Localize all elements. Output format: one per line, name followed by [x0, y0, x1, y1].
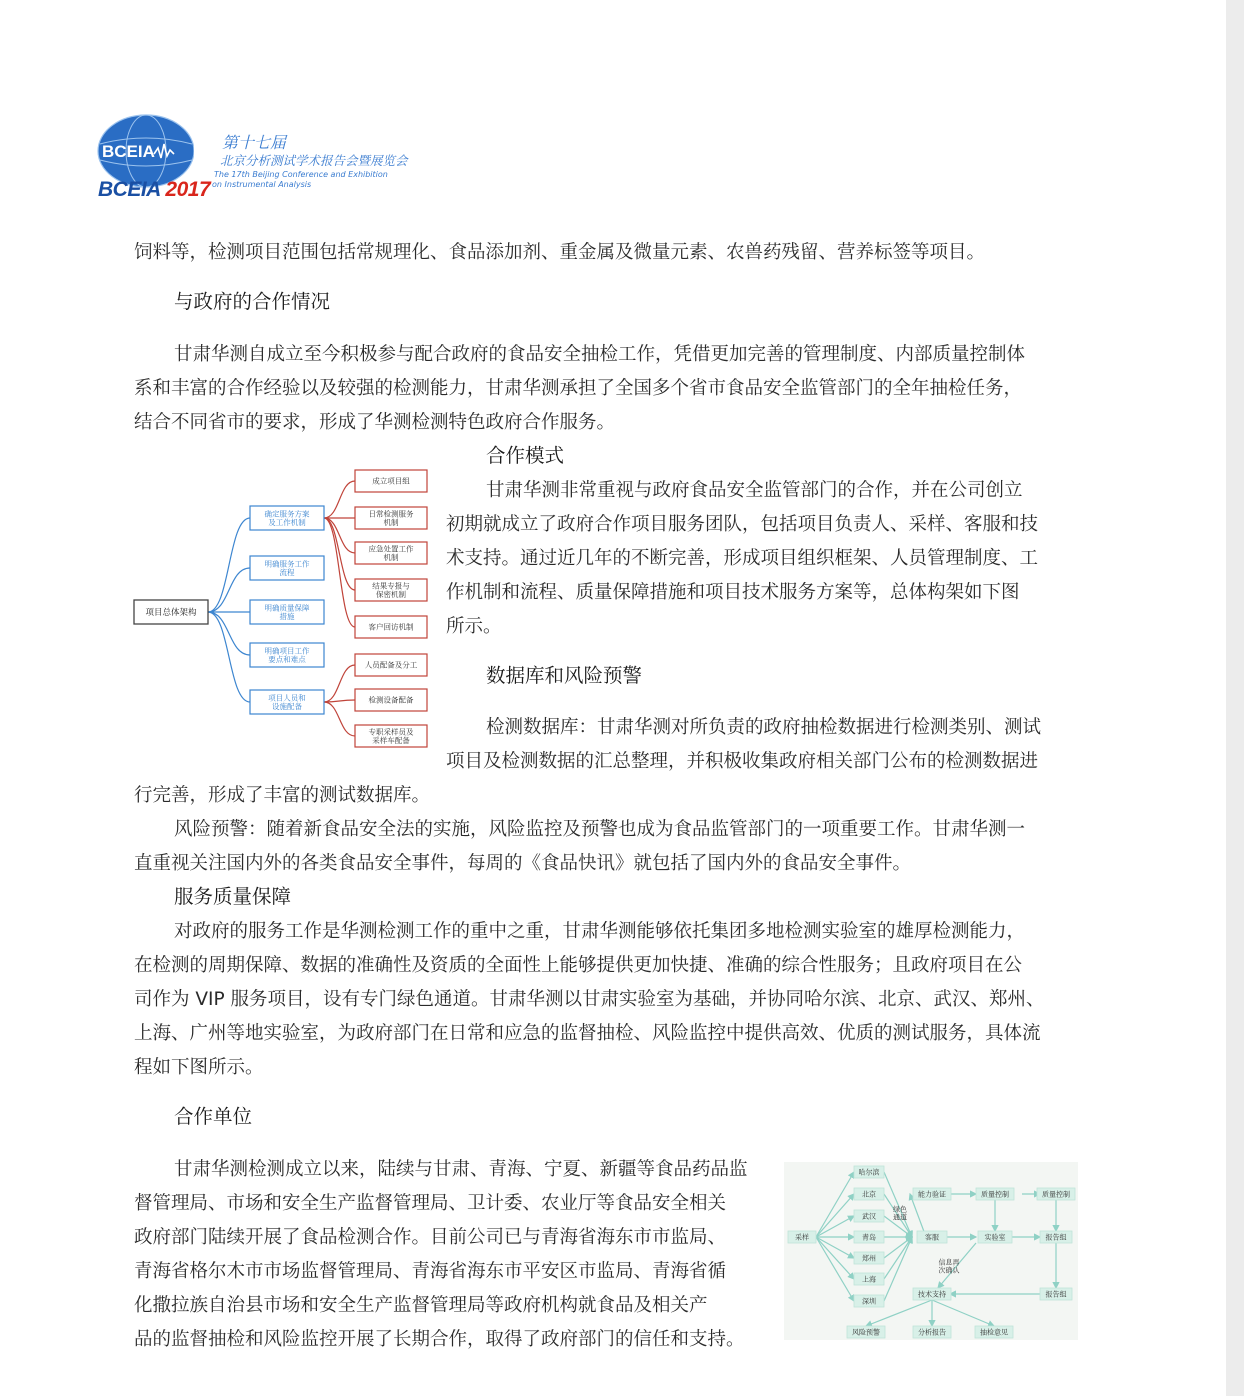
org-connector [324, 665, 355, 702]
flow-node-label: 客服 [925, 1233, 939, 1242]
org-mid-label: 措施 [279, 611, 295, 621]
flow-label: 次确认 [938, 1266, 960, 1275]
flow-node-label: 郑州 [862, 1254, 876, 1263]
org-leaf-label: 检测设备配备 [368, 695, 414, 705]
org-leaf-label: 机制 [383, 517, 399, 527]
paragraph-line: 系和丰富的合作经验以及较强的检测能力，甘肃华测承担了全国多个省市食品安全监管部门的全年抽检任务， [134, 378, 1023, 399]
intro-line: 饲料等，检测项目范围包括常规理化、食品添加剂、重金属及微量元素、农兽药残留、营养标签等项目。 [134, 242, 986, 263]
paragraph-line: 初期就成立了政府合作项目服务团队，包括项目负责人、采样、客服和技 [446, 514, 1039, 535]
heading-gov-coop: 与政府的合作情况 [174, 290, 331, 313]
flow-node-label: 北京 [862, 1190, 876, 1199]
paragraph-line: 检测数据库：甘肃华测对所负责的政府抽检数据进行检测类别、测试 [486, 717, 1042, 738]
org-leaf-label: 保密机制 [376, 589, 406, 599]
org-leaf-label: 成立项目组 [372, 476, 410, 486]
heading-coop-mode: 合作模式 [486, 444, 565, 467]
flow-node-label: 采样 [795, 1233, 809, 1242]
flow-node-label: 抽检意见 [980, 1328, 1008, 1337]
flow-node-label: 报告组 [1045, 1290, 1067, 1299]
paragraph-line: 上海、广州等地实验室，为政府部门在日常和应急的监督抽检、风险监控中提供高效、优质的测试服务，具体流 [134, 1023, 1041, 1044]
flow-node-label: 哈尔滨 [858, 1168, 880, 1177]
org-connector [324, 481, 355, 518]
paragraph-line: 在检测的周期保障、数据的准确性及资质的全面性上能够提供更加快捷、准确的综合性服务；且政府项目在公 [134, 955, 1023, 976]
page-side-strip [1226, 0, 1244, 1396]
flow-node-label: 报告组 [1045, 1233, 1067, 1242]
org-chart [130, 466, 436, 756]
flow-node-label: 实验室 [984, 1233, 1006, 1242]
org-connector [324, 518, 355, 553]
flow-node-label: 分析报告 [918, 1328, 946, 1337]
paragraph-line: 直重视关注国内外的各类食品安全事件，每周的《食品快讯》就包括了国内外的食品安全事件。 [134, 853, 912, 874]
org-connector [208, 612, 250, 655]
flow-label: 通道 [893, 1213, 907, 1222]
paragraph-line: 结合不同省市的要求，形成了华测检测特色政府合作服务。 [134, 412, 616, 433]
service-flow-chart [784, 1162, 1078, 1340]
flow-node-label: 上海 [862, 1275, 876, 1284]
org-mid-label: 要点和难点 [268, 654, 306, 664]
org-leaf-label: 采样车配备 [372, 735, 410, 745]
flow-label: 绿色 [893, 1205, 907, 1214]
heading-quality: 服务质量保障 [174, 885, 292, 908]
paragraph-line: 化撒拉族自治县市场和安全生产监督管理局等政府机构就食品及相关产 [134, 1295, 708, 1316]
paragraph-line: 术支持。通过近几年的不断完善，形成项目组织框架、人员管理制度、工 [446, 548, 1039, 569]
paragraph-line: 甘肃华测自成立至今积极参与配合政府的食品安全抽检工作，凭借更加完善的管理制度、内部质量控制体 [174, 344, 1026, 365]
flow-node-label: 武汉 [862, 1212, 876, 1221]
org-leaf-label: 应急处置工作 [368, 544, 414, 554]
paragraph-line: 甘肃华测非常重视与政府食品安全监管部门的合作，并在公司创立 [486, 480, 1023, 501]
org-leaf-label: 机制 [383, 552, 399, 562]
org-leaf-label: 日常检测服务 [368, 509, 414, 519]
paragraph-line: 程如下图所示。 [134, 1057, 264, 1078]
heading-database: 数据库和风险预警 [486, 664, 643, 687]
paragraph-line: 政府部门陆续开展了食品检测合作。目前公司已与青海省海东市市监局、 [134, 1227, 727, 1248]
org-leaf-label: 结果专报与 [372, 581, 410, 591]
logo-conference-en: on Instrumental Analysis [212, 180, 312, 189]
org-leaf-label: 专职采样员及 [368, 727, 414, 737]
org-leaf-label: 人员配备及分工 [364, 660, 418, 670]
org-mid-label: 及工作机制 [268, 517, 306, 527]
paragraph-line: 项目及检测数据的汇总整理，并积极收集政府相关部门公布的检测数据进 [446, 751, 1039, 772]
paragraph-line: 行完善，形成了丰富的测试数据库。 [134, 785, 431, 806]
org-mid-label: 设施配备 [272, 701, 302, 711]
paragraph-line: 甘肃华测检测成立以来，陆续与甘肃、青海、宁夏、新疆等食品药品监 [174, 1159, 748, 1180]
org-mid-label: 明确服务工作 [264, 559, 310, 569]
paragraph-line: 作机制和流程、质量保障措施和项目技术服务方案等，总体构架如下图 [446, 582, 1020, 603]
org-chart-figure [130, 466, 436, 756]
logo-edition: 第十七届 [222, 133, 287, 152]
conference-logo [92, 112, 432, 212]
paragraph-line: 风险预警：随着新食品安全法的实施，风险监控及预警也成为食品监管部门的一项重要工作。甘肃华测一 [174, 819, 1026, 840]
flow-node-label: 深圳 [862, 1297, 876, 1306]
heading-partners: 合作单位 [174, 1105, 253, 1128]
paragraph-line: 青海省格尔木市市场监督管理局、青海省海东市平安区市监局、青海省循 [134, 1261, 727, 1282]
org-root-label: 项目总体架构 [145, 608, 197, 619]
org-leaf-label: 客户回访机制 [368, 622, 414, 632]
paragraph-line: 司作为 VIP 服务项目，设有专门绿色通道。甘肃华测以甘肃实验室为基础，并协同哈尔滨、北京、武汉、郑州、 [134, 989, 1045, 1010]
svg-text:BCEIA: BCEIA [102, 142, 155, 161]
org-connector [324, 702, 355, 736]
paragraph-line: 督管理局、市场和安全生产监督管理局、卫计委、农业厅等食品安全相关 [134, 1193, 727, 1214]
org-mid-label: 项目人员和 [268, 693, 306, 703]
org-connector [208, 612, 250, 702]
flow-node-label: 青岛 [862, 1233, 876, 1242]
flow-chart-figure [784, 1162, 1078, 1340]
logo-wordmark: BCEIA 2017 [98, 178, 211, 201]
flow-node-label: 质量控制 [981, 1190, 1009, 1199]
flow-node-label: 风险预警 [852, 1328, 880, 1337]
flow-label: 信息再 [938, 1258, 960, 1267]
org-mid-label: 明确项目工作 [264, 646, 310, 656]
flow-node-label: 能力验证 [918, 1190, 946, 1199]
org-connector [324, 518, 355, 590]
org-mid-label: 明确质量保障 [264, 603, 310, 613]
paragraph-line: 所示。 [446, 616, 502, 637]
paragraph-line: 品的监督抽检和风险监控开展了长期合作，取得了政府部门的信任和支持。 [134, 1329, 745, 1350]
logo-conference-cn: 北京分析测试学术报告会暨展览会 [220, 153, 408, 168]
paragraph-line: 对政府的服务工作是华测检测工作的重中之重，甘肃华测能够依托集团多地检测实验室的雄厚检测能力， [174, 921, 1026, 942]
org-mid-label: 确定服务方案 [264, 509, 310, 519]
org-connector [208, 568, 250, 612]
org-mid-label: 流程 [279, 567, 295, 577]
flow-node-label: 质量控制 [1042, 1190, 1070, 1199]
flow-node-label: 技术支持 [918, 1290, 946, 1299]
org-connector [208, 518, 250, 612]
logo-conference-en: The 17th Beijing Conference and Exhibition [214, 170, 388, 179]
